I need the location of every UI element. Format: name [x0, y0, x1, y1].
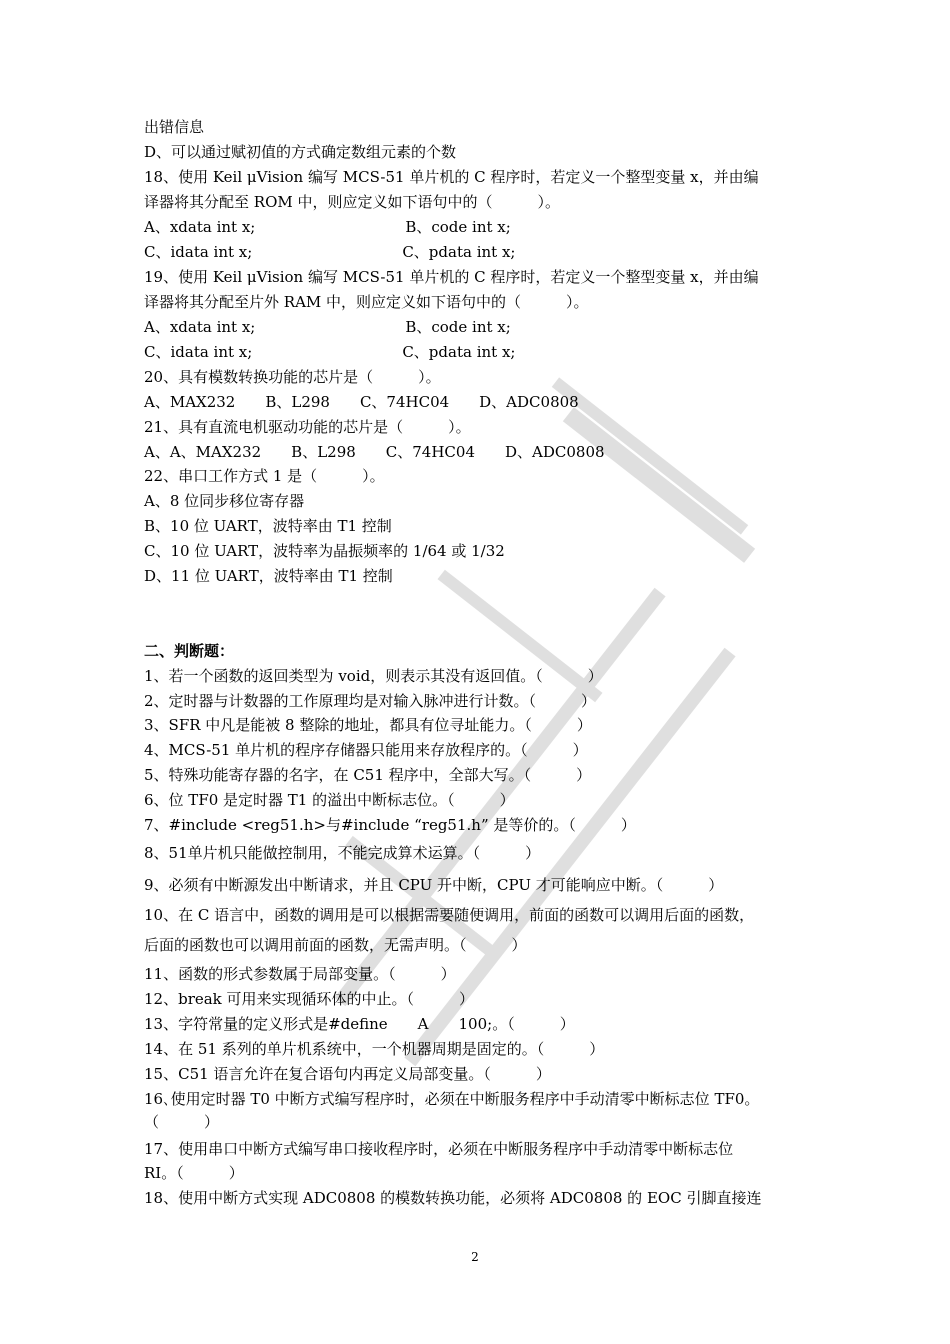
text-line: 15、C51 语言允许在复合语句内再定义局部变量。（ ）: [144, 1065, 551, 1083]
text-line: 后面的函数也可以调用前面的函数，无需声明。（ ）: [144, 936, 527, 954]
text-line: A、xdata int x; B、code int x;: [144, 318, 511, 336]
text-line: 9、必须有中断源发出中断请求，并且 CPU 开中断，CPU 才可能响应中断。（ ）: [144, 876, 724, 894]
text-line: 21、具有直流电机驱动功能的芯片是（ ）。: [144, 418, 471, 436]
section-heading: 二、判断题：: [144, 642, 235, 660]
text-line: D、可以通过赋初值的方式确定数组元素的个数: [144, 143, 457, 161]
text-line: 出错信息: [144, 118, 205, 136]
text-line: 13、字符常量的定义形式是#define A 100;。（ ）: [144, 1015, 575, 1033]
text-line: A、8 位同步移位寄存器: [144, 492, 305, 510]
text-line: A、MAX232 B、L298 C、74HC04 D、ADC0808: [144, 393, 579, 411]
page-number: 2: [471, 1250, 479, 1264]
text-line: 10、在 C 语言中，函数的调用是可以根据需要随便调用，前面的函数可以调用后面的函数，: [144, 906, 755, 924]
text-line: RI。（ ）: [144, 1164, 244, 1182]
text-line: 18、使用中断方式实现 ADC0808 的模数转换功能，必须将 ADC0808 的 EOC 引脚直接连: [144, 1189, 762, 1207]
text-line: 17、使用串口中断方式编写串口接收程序时，必须在中断服务程序中手动清零中断标志位: [144, 1140, 734, 1158]
text-line: A、xdata int x; B、code int x;: [144, 218, 511, 236]
text-line: D、11 位 UART，波特率由 T1 控制: [144, 567, 393, 585]
text-line: 2、定时器与计数器的工作原理均是对输入脉冲进行计数。（ ）: [144, 692, 597, 710]
text-line: （ ）: [144, 1113, 220, 1131]
text-line: 20、具有模数转换功能的芯片是（ ）。: [144, 368, 441, 386]
text-line: 译器将其分配至 ROM 中，则应定义如下语句中的（ ）。: [144, 193, 560, 211]
text-line: 16､使用定时器 T0 中断方式编写程序时，必须在中断服务程序中手动清零中断标志位 TF0。: [144, 1090, 760, 1108]
text-line: C、10 位 UART，波特率为晶振频率的 1/64 或 1/32: [144, 542, 505, 560]
text-line: 19、使用 Keil μVision 编写 MCS-51 单片机的 C 程序时，若定义一个整型变量 x，并由编: [144, 268, 759, 286]
text-line: 6、位 TF0 是定时器 T1 的溢出中断标志位。（ ）: [144, 791, 515, 809]
text-line: 12、break 可用来实现循环体的中止。（ ）: [144, 990, 475, 1008]
text-line: A、A、MAX232 B、L298 C、74HC04 D、ADC0808: [144, 443, 605, 461]
text-line: 译器将其分配至片外 RAM 中，则应定义如下语句中的（ ）。: [144, 293, 589, 311]
text-line: 11、函数的形式参数属于局部变量。（ ）: [144, 965, 456, 983]
text-line: 7、#include <reg51.h>与#include “reg51.h” 是等价的。（ ）: [144, 816, 636, 834]
text-line: 1、若一个函数的返回类型为 void，则表示其没有返回值。（ ）: [144, 667, 603, 685]
text-line: C、idata int x; C、pdata int x;: [144, 343, 516, 361]
text-line: 3、SFR 中凡是能被 8 整除的地址，都具有位寻址能力。（ ）: [144, 716, 592, 734]
text-line: 18、使用 Keil μVision 编写 MCS-51 单片机的 C 程序时，若定义一个整型变量 x，并由编: [144, 168, 759, 186]
text-line: 8、51单片机只能做控制用，不能完成算术运算。（ ）: [144, 844, 541, 862]
text-line: B、10 位 UART，波特率由 T1 控制: [144, 517, 392, 535]
text-line: 4、MCS-51 单片机的程序存储器只能用来存放程序的。（ ）: [144, 741, 588, 759]
text-line: C、idata int x; C、pdata int x;: [144, 243, 516, 261]
text-line: 5、特殊功能寄存器的名字，在 C51 程序中，全部大写。（ ）: [144, 766, 592, 784]
text-line: 14、在 51 系列的单片机系统中，一个机器周期是固定的。（ ）: [144, 1040, 605, 1058]
text-line: 22、串口工作方式 1 是（ ）。: [144, 467, 385, 485]
